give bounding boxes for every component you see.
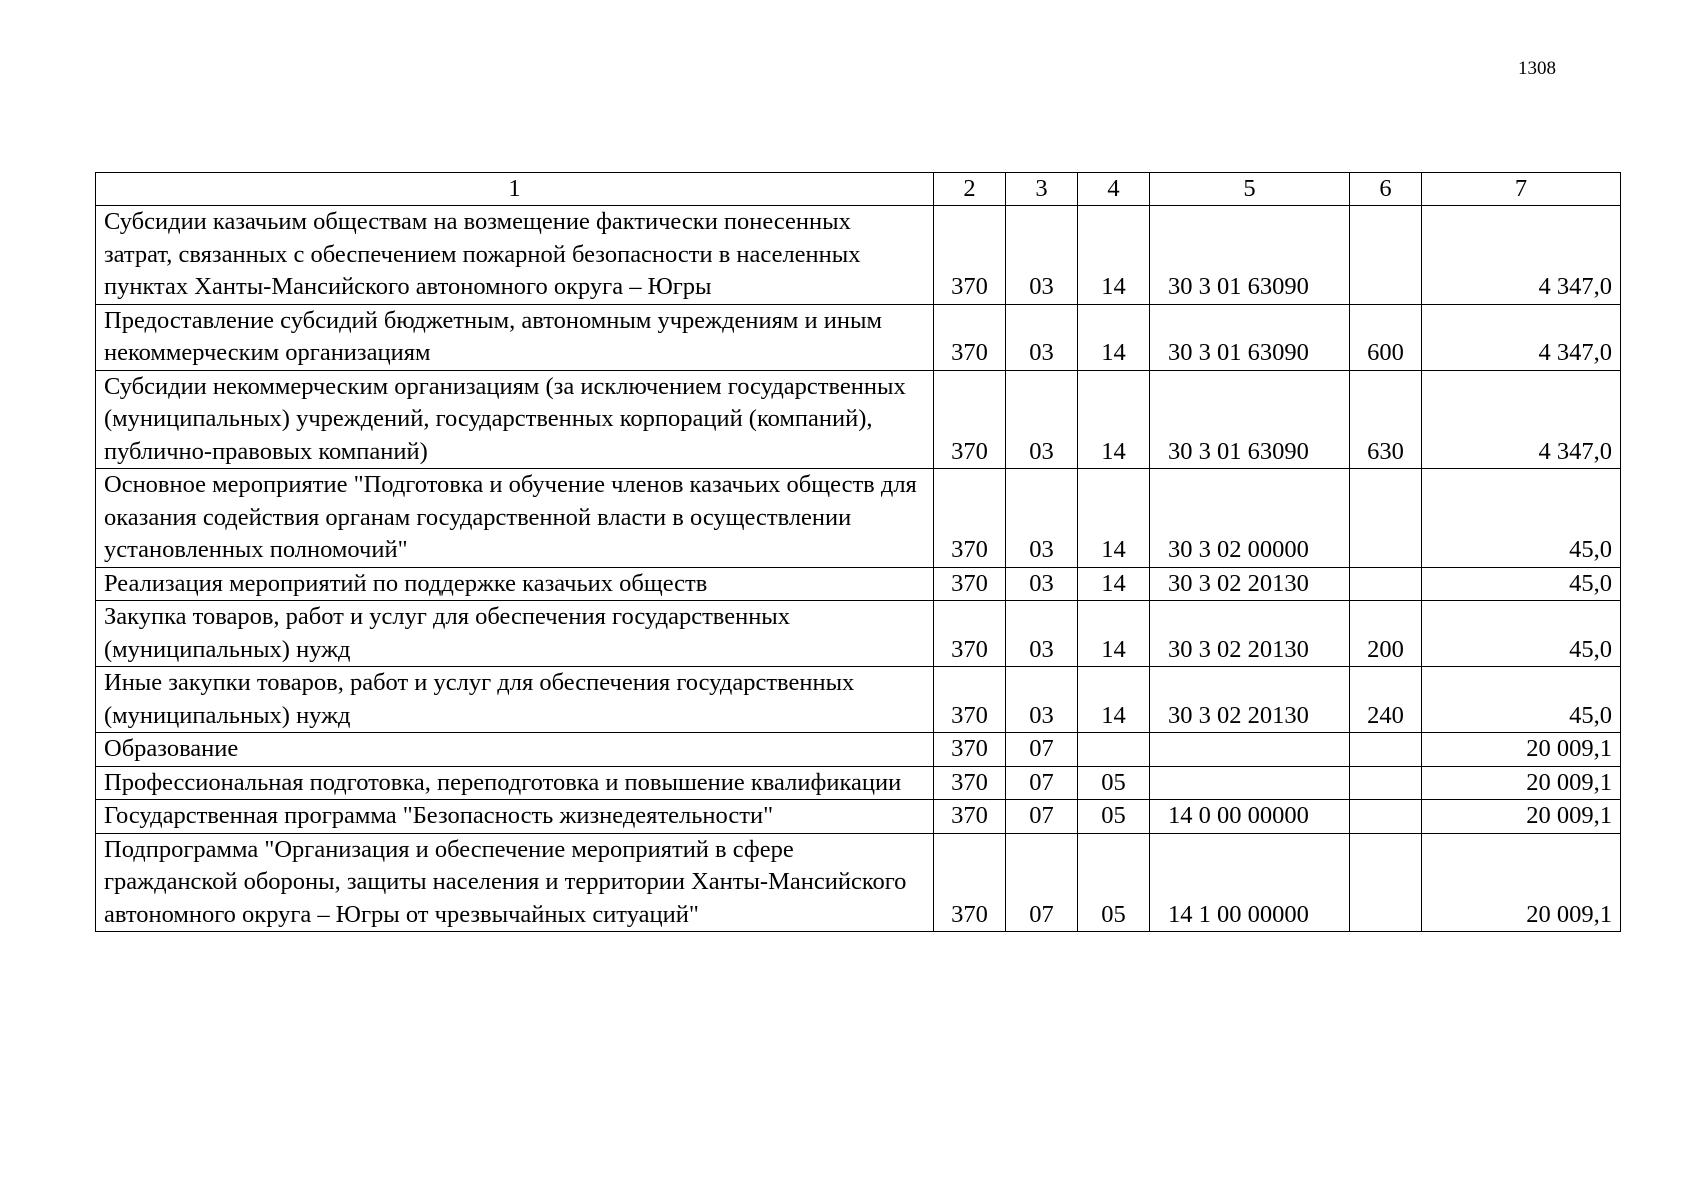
row-amount: 4 347,0 (1422, 304, 1621, 370)
table-row (96, 601, 1621, 667)
row-subsection: 14 (1078, 469, 1150, 568)
row-expense-type (1350, 567, 1422, 601)
row-expense-type (1350, 800, 1422, 834)
row-section: 03 (1006, 601, 1078, 667)
row-expense-type (1350, 206, 1422, 305)
row-code: 370 (934, 567, 1006, 601)
row-subsection: 14 (1078, 567, 1150, 601)
row-section: 07 (1006, 800, 1078, 834)
table-row (96, 766, 1621, 800)
table-row (96, 667, 1621, 733)
row-amount: 45,0 (1422, 667, 1621, 733)
row-code: 370 (934, 370, 1006, 469)
row-name: Субсидии казачьим обществам на возмещение фактически понесенных затрат, связанных с обеспечением пожарной безопасности в населенных пунктах Ханты-Мансийского автономного округа – Югры (96, 206, 934, 305)
row-code: 370 (934, 766, 1006, 800)
row-subsection: 05 (1078, 800, 1150, 834)
row-amount: 4 347,0 (1422, 206, 1621, 305)
row-name: Закупка товаров, работ и услуг для обеспечения государственных (муниципальных) нужд (96, 601, 934, 667)
row-code: 370 (934, 667, 1006, 733)
column-header-2: 2 (934, 173, 1006, 206)
row-subsection: 14 (1078, 667, 1150, 733)
table-row (96, 733, 1621, 767)
row-amount: 4 347,0 (1422, 370, 1621, 469)
row-name: Субсидии некоммерческим организациям (за исключением государственных (муниципальных) учреждений, государственных корпораций (компаний), публично-правовых компаний) (96, 370, 934, 469)
row-subsection: 14 (1078, 304, 1150, 370)
row-subsection: 14 (1078, 206, 1150, 305)
row-section: 07 (1006, 833, 1078, 932)
row-name: Образование (96, 733, 934, 767)
row-target: 30 3 02 20130 (1150, 567, 1350, 601)
page-number: 1308 (1518, 58, 1556, 79)
row-target (1150, 733, 1350, 767)
column-header-3: 3 (1006, 173, 1078, 206)
column-header-6: 6 (1350, 173, 1422, 206)
row-name: Предоставление субсидий бюджетным, автономным учреждениям и иным некоммерческим организациям (96, 304, 934, 370)
row-name: Иные закупки товаров, работ и услуг для обеспечения государственных (муниципальных) нужд (96, 667, 934, 733)
row-target: 30 3 01 63090 (1150, 304, 1350, 370)
row-target: 30 3 01 63090 (1150, 206, 1350, 305)
row-name: Основное мероприятие "Подготовка и обучение членов казачьих обществ для оказания содействия органам государственной власти в осуществлении установленных полномочий" (96, 469, 934, 568)
row-code: 370 (934, 469, 1006, 568)
column-header-4: 4 (1078, 173, 1150, 206)
row-subsection: 05 (1078, 766, 1150, 800)
table-row (96, 206, 1621, 305)
row-amount: 20 009,1 (1422, 766, 1621, 800)
row-expense-type: 630 (1350, 370, 1422, 469)
row-amount: 45,0 (1422, 469, 1621, 568)
row-amount: 20 009,1 (1422, 733, 1621, 767)
row-section: 03 (1006, 469, 1078, 568)
row-section: 07 (1006, 766, 1078, 800)
row-code: 370 (934, 601, 1006, 667)
row-expense-type: 600 (1350, 304, 1422, 370)
table-row (96, 800, 1621, 834)
row-amount: 45,0 (1422, 601, 1621, 667)
row-section: 07 (1006, 733, 1078, 767)
header-row (96, 173, 1621, 206)
row-expense-type (1350, 733, 1422, 767)
column-header-7: 7 (1422, 173, 1621, 206)
row-target: 14 1 00 00000 (1150, 833, 1350, 932)
row-target: 30 3 02 00000 (1150, 469, 1350, 568)
row-code: 370 (934, 304, 1006, 370)
row-amount: 20 009,1 (1422, 800, 1621, 834)
row-code: 370 (934, 800, 1006, 834)
table-row (96, 567, 1621, 601)
row-amount: 20 009,1 (1422, 833, 1621, 932)
row-code: 370 (934, 206, 1006, 305)
row-section: 03 (1006, 667, 1078, 733)
row-code: 370 (934, 733, 1006, 767)
row-expense-type: 240 (1350, 667, 1422, 733)
row-target (1150, 766, 1350, 800)
row-expense-type: 200 (1350, 601, 1422, 667)
row-expense-type (1350, 766, 1422, 800)
table-row (96, 469, 1621, 568)
row-target: 30 3 02 20130 (1150, 601, 1350, 667)
row-target: 30 3 01 63090 (1150, 370, 1350, 469)
row-subsection: 14 (1078, 370, 1150, 469)
row-subsection: 05 (1078, 833, 1150, 932)
row-target: 30 3 02 20130 (1150, 667, 1350, 733)
row-expense-type (1350, 833, 1422, 932)
table-row (96, 370, 1621, 469)
row-section: 03 (1006, 370, 1078, 469)
row-target: 14 0 00 00000 (1150, 800, 1350, 834)
row-name: Реализация мероприятий по поддержке казачьих обществ (96, 567, 934, 601)
column-header-5: 5 (1150, 173, 1350, 206)
row-name: Профессиональная подготовка, переподготовка и повышение квалификации (96, 766, 934, 800)
row-expense-type (1350, 469, 1422, 568)
row-subsection (1078, 733, 1150, 767)
table-row (96, 833, 1621, 932)
row-name: Государственная программа "Безопасность жизнедеятельности" (96, 800, 934, 834)
row-section: 03 (1006, 206, 1078, 305)
row-subsection: 14 (1078, 601, 1150, 667)
column-header-1: 1 (96, 173, 934, 206)
row-section: 03 (1006, 567, 1078, 601)
table-row (96, 304, 1621, 370)
row-code: 370 (934, 833, 1006, 932)
budget-table (95, 172, 1621, 932)
row-amount: 45,0 (1422, 567, 1621, 601)
row-section: 03 (1006, 304, 1078, 370)
row-name: Подпрограмма "Организация и обеспечение мероприятий в сфере гражданской обороны, защиты населения и территории Ханты-Мансийского автономного округа – Югры от чрезвычайных ситуаций" (96, 833, 934, 932)
